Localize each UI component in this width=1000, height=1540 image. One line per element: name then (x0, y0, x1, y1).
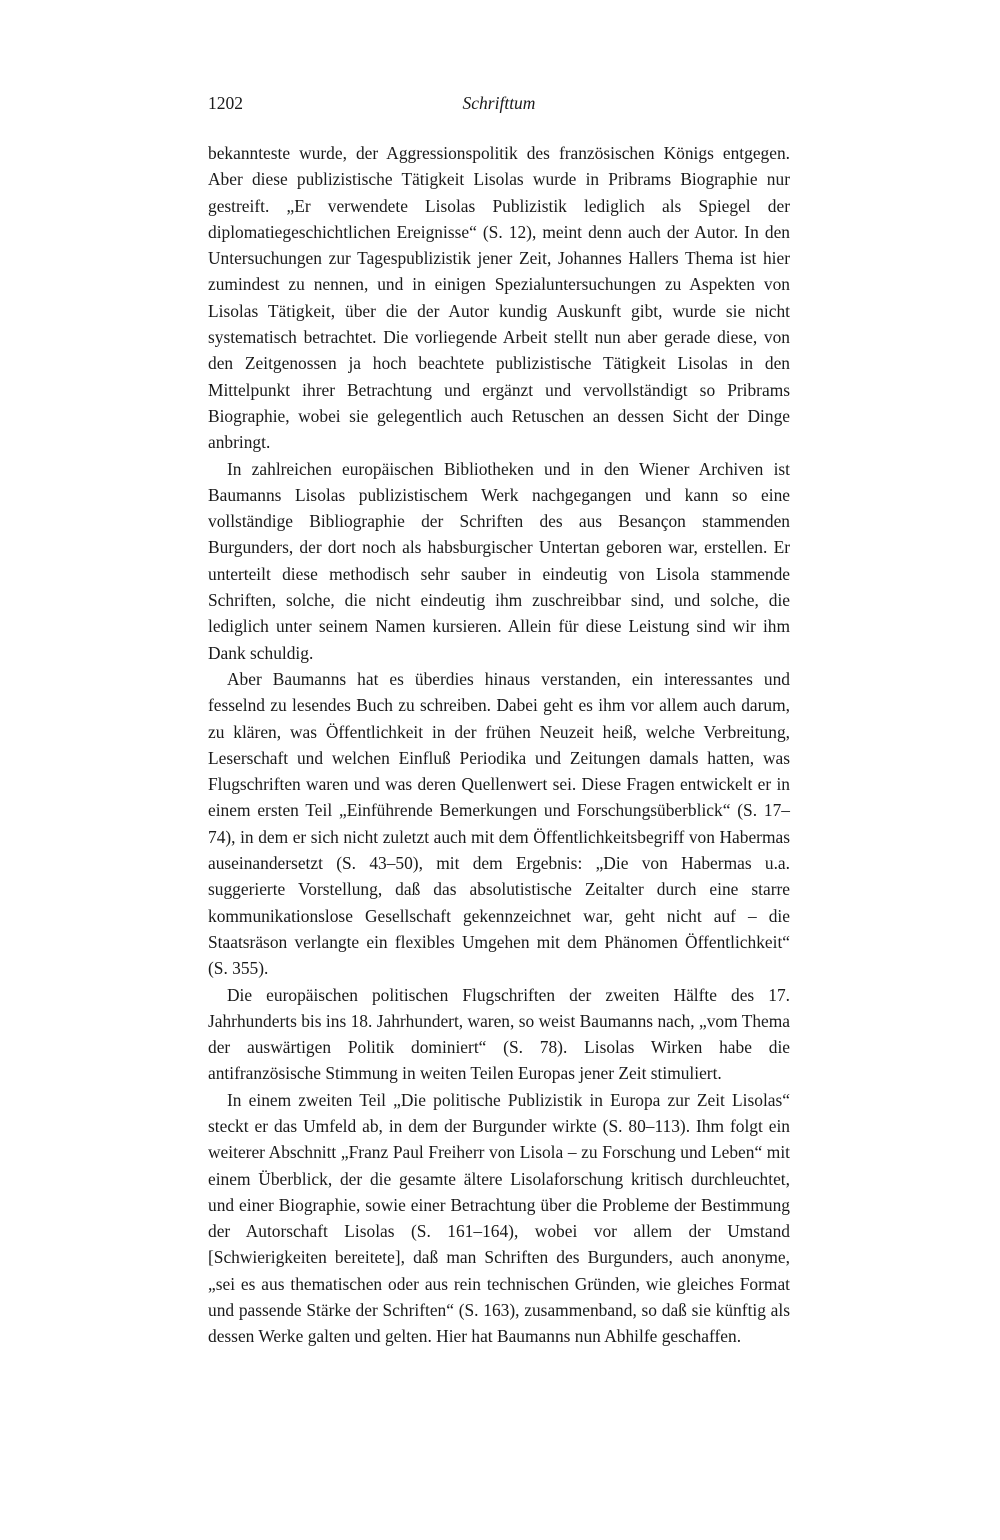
page-header (208, 88, 790, 118)
paragraph-flugschriften: Die europäischen politischen Flugschriften der zweiten Hälfte des 17. Jahrhunderts bis ins 18. Jahrhundert, waren, so weist Baumanns nach, „vom Thema der auswärtigen Politik dominiert“ (S. 78). Lisolas Wirken habe die antifranzösische Stimmung in weiten Teilen Europas jener Zeit stimuliert. (208, 984, 790, 1084)
book-page (208, 88, 790, 1350)
running-head: Schrifttum (462, 93, 536, 113)
page-number: 1202 (208, 93, 243, 113)
paragraph-bibliography: In zahlreichen europäischen Bibliotheken und in den Wiener Archiven ist Baumanns Lisolas publizistischem Werk nachgegangen und kann so eine vollständige Bibliographie der Schriften des aus Besançon stammenden Burgunders, der dort noch als habsburgischer Untertan geboren war, erstellen. Er unterteilt diese methodisch sehr sauber in eindeutig von Lisola stammende Schriften, solche, die nicht eindeutig ihm zuschreibbar sind, und solche, die lediglich unter seinem Namen kursieren. Allein für diese Leistung sind wir ihm Dank schuldig. (208, 458, 790, 663)
paragraph-zweiter-teil: In einem zweiten Teil „Die politische Publizistik in Europa zur Zeit Lisolas“ steckt er das Umfeld ab, in dem der Burgunder wirkte (S. 80–113). Ihm folgt ein weiterer Abschnitt „Franz Paul Freiherr von Lisola – zu Forschung und Leben“ mit einem Überblick, der die gesamte ältere Lisolaforschung kritisch durchleuchtet, und einer Biographie, sowie einer Betrachtung über die Probleme der Bestimmung der Autorschaft Lisolas (S. 161–164), wobei vor allem der Umstand [Schwierigkeiten bereitete], daß man Schriften des Burgunders, auch anonyme, „sei es aus thematischen oder aus rein technischen Gründen, wie gleiches Format und passende Stärke der Schriften“ (S. 163), zusammenband, so daß sie künftig als dessen Werke galten und gelten. Hier hat Baumanns nun Abhilfe geschaffen. (208, 1089, 790, 1347)
body-text (208, 140, 790, 1350)
paragraph-continuation: bekannteste wurde, der Aggressionspolitik des französischen Königs entgegen. Aber diese publizistische Tätigkeit Lisolas wurde in Pribrams Biographie nur gestreift. „Er verwendete Lisolas Publizistik lediglich als Spiegel der diplomatiegeschichtlichen Ereignisse“ (S. 12), meint denn auch der Autor. In den Untersuchungen zur Tagespublizistik jener Zeit, Johannes Hallers Thema ist hier zumindest zu nennen, und in einigen Spezialuntersuchungen zu Aspekten von Lisolas Tätigkeit, über die der Autor kundig Auskunft gibt, wurde sie nicht systematisch betrachtet. Die vorliegende Arbeit stellt nun aber gerade diese, von den Zeitgenossen ja hoch beachtete publizistische Tätigkeit Lisolas in den Mittelpunkt ihrer Betrachtung und ergänzt und vervollständigt so Pribrams Biographie, wobei sie gelegentlich auch Retuschen an dessen Sicht der Dinge anbringt. (208, 143, 790, 453)
paragraph-oeffentlichkeit: Aber Baumanns hat es überdies hinaus verstanden, ein interessantes und fesselnd zu lesendes Buch zu schreiben. Dabei geht es ihm vor allem auch darum, zu klären, was Öffentlichkeit in der frühen Neuzeit heiß, welche Verbreitung, Leserschaft und welchen Einfluß Periodika und Zeitungen damals hatten, was Flugschriften waren und was deren Quellenwert sei. Diese Fragen entwickelt er in einem ersten Teil „Einführende Bemerkungen und Forschungsüberblick“ (S. 17–74), in dem er sich nicht zuletzt auch mit dem Öffentlichkeitsbegriff von Habermas auseinandersetzt (S. 43–50), mit dem Ergebnis: „Die von Habermas u.a. suggerierte Vorstellung, daß das absolutistische Zeitalter durch eine starre kommunikationslose Gesellschaft gekennzeichnet war, geht nicht auf – die Staatsräson verlangte ein flexibles Umgehen mit dem Phänomen Öffentlichkeit“ (S. 355). (208, 668, 790, 979)
